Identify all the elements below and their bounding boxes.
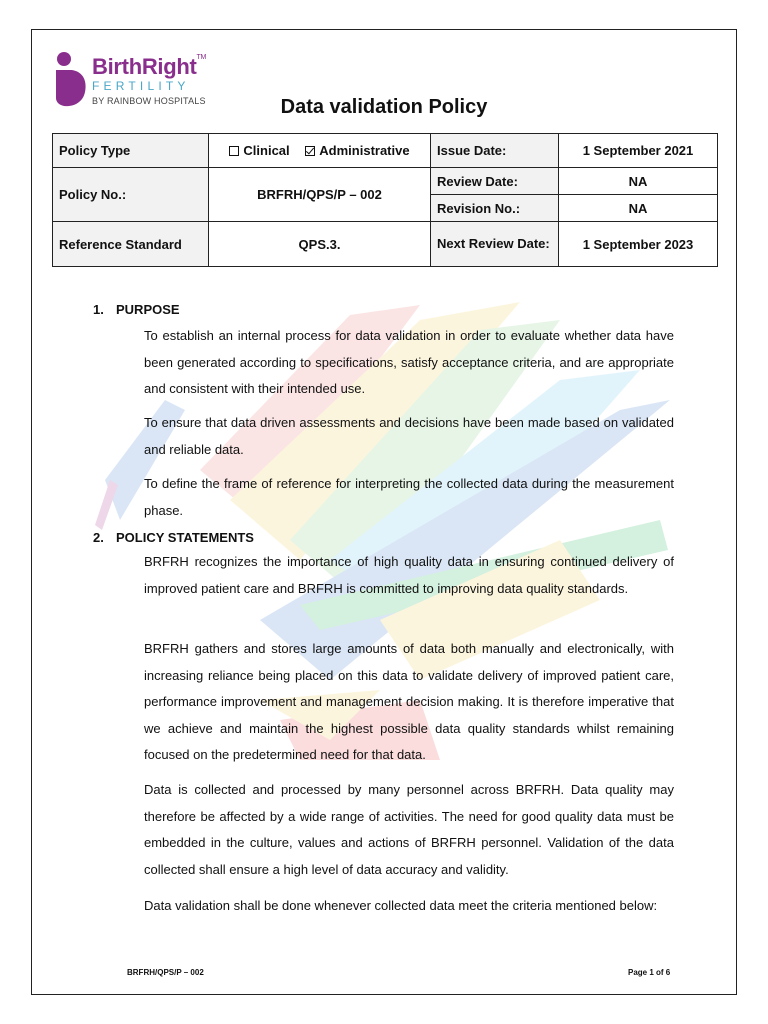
policy-meta-table	[52, 133, 718, 267]
revision-no-value: NA	[559, 195, 718, 222]
administrative-option: Administrative	[305, 143, 409, 158]
reference-standard-label: Reference Standard	[53, 222, 209, 267]
logo-tagline: BY RAINBOW HOSPITALS	[92, 96, 206, 106]
policy-type-label: Policy Type	[53, 134, 209, 168]
logo-wordmark: BirthRight™	[92, 54, 207, 79]
policy-no-label: Policy No.:	[53, 168, 209, 222]
logo-subtitle: FERTILITY	[92, 79, 190, 93]
paragraph: To define the frame of reference for interpreting the collected data during the measurement phase.	[144, 476, 674, 518]
paragraph: To ensure that data driven assessments and decisions have been made based on validated and reliable data.	[144, 415, 674, 457]
paragraph: Data validation shall be done whenever collected data meet the criteria mentioned below:	[144, 898, 658, 913]
section-heading-policy-statements: 2. POLICY STATEMENTS	[93, 530, 254, 545]
footer-page-number: Page 1 of 6	[628, 968, 671, 977]
next-review-value: 1 September 2023	[559, 222, 718, 267]
review-date-value: NA	[559, 168, 718, 195]
policy-no-value: BRFRH/QPS/P – 002	[209, 168, 431, 222]
footer-doc-code: BRFRH/QPS/P – 002	[127, 968, 204, 977]
next-review-label: Next Review Date:	[431, 222, 559, 267]
issue-date-value: 1 September 2021	[559, 134, 718, 168]
review-date-label: Review Date:	[431, 168, 559, 195]
clinical-checkbox	[229, 146, 239, 156]
section-heading-purpose: 1. PURPOSE	[93, 302, 180, 317]
reference-standard-value: QPS.3.	[209, 222, 431, 267]
document-title: Data validation Policy	[280, 96, 488, 118]
issue-date-label: Issue Date:	[431, 134, 559, 168]
policy-type-options	[209, 134, 431, 168]
administrative-checkbox	[305, 146, 315, 156]
revision-no-label: Revision No.:	[431, 195, 559, 222]
clinical-option: Clinical	[229, 143, 289, 158]
paragraph: Data is collected and processed by many personnel across BRFRH. Data quality may therefore be affected by a wide range of activities. The need for good quality data must be embedded in the culture, values and actions of BRFRH personnel. Validation of the data collected shall ensure a high level of data accuracy and validity.	[144, 782, 674, 877]
paragraph: BRFRH recognizes the importance of high quality data in ensuring continued delivery of improved patient care and BRFRH is committed to improving data quality standards.	[144, 554, 674, 596]
paragraph: BRFRH gathers and stores large amounts of data both manually and electronically, with increasing reliance being placed on this data to validate delivery of improved patient care, performance improvement and management decision making. It is therefore imperative that we achieve and maintain the highest possible data quality standards whilst remaining focused on the predetermined need for that data.	[144, 641, 674, 763]
paragraph: To establish an internal process for data validation in order to evaluate whether data have been generated according to specifications, satisfy acceptance criteria, and are appropriate and consistent with their intended use.	[144, 328, 674, 397]
